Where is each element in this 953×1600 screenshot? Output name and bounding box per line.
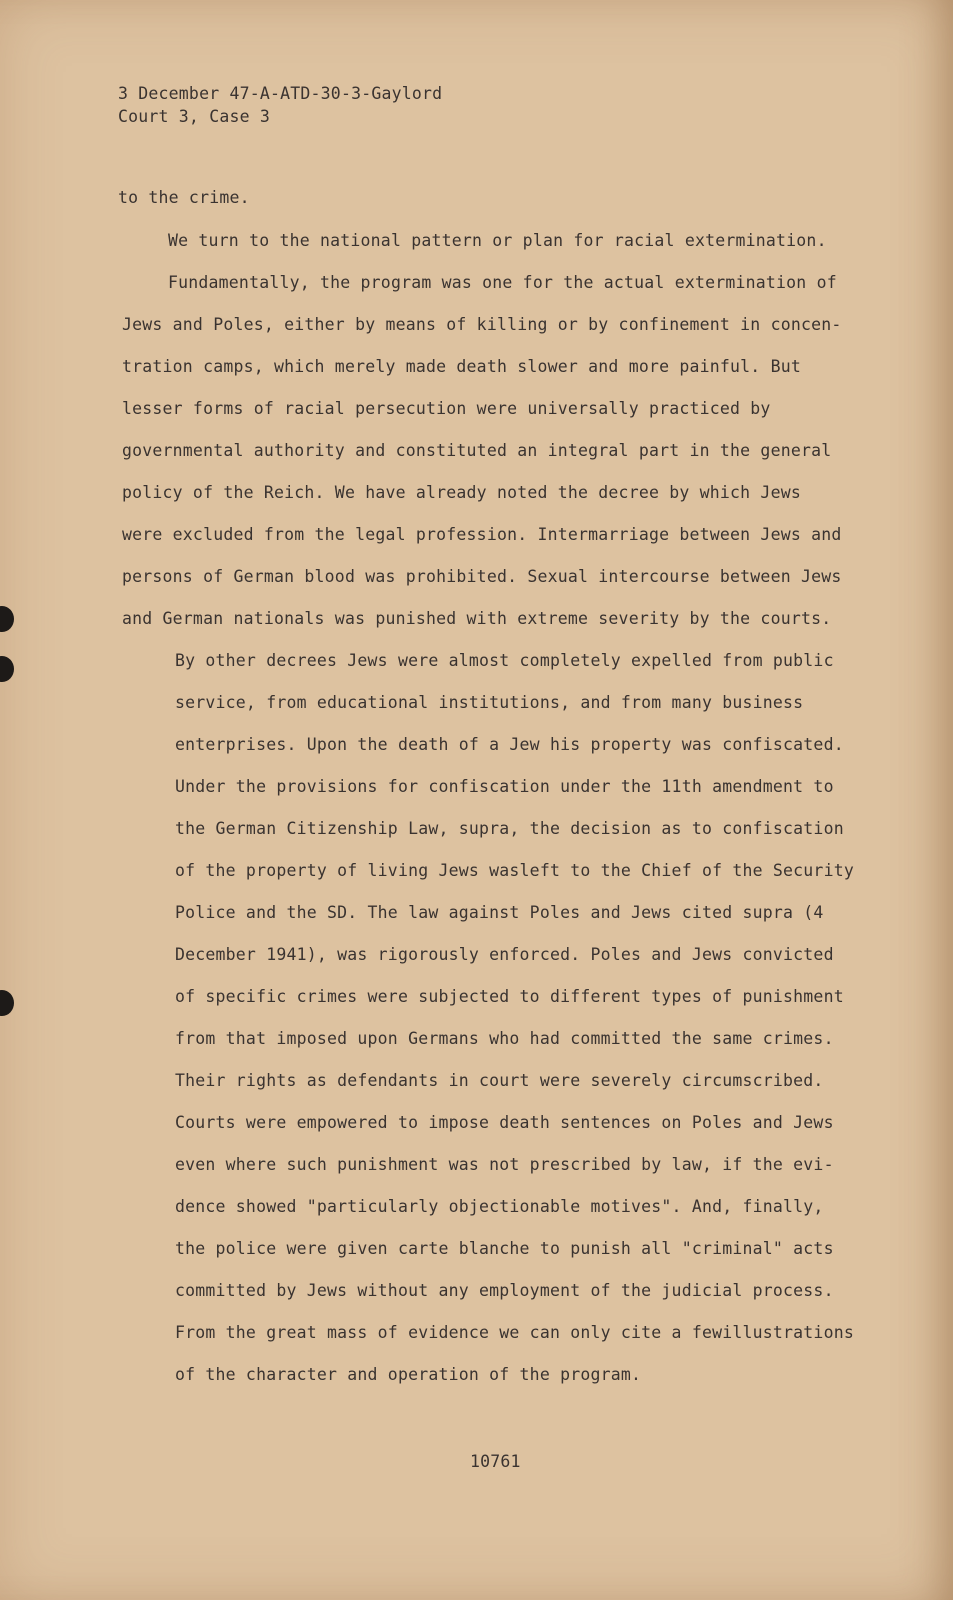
binder-hole bbox=[0, 990, 14, 1016]
lead-in-line: to the crime. bbox=[118, 188, 250, 207]
body-line: lesser forms of racial persecution were universally practiced by bbox=[122, 399, 771, 418]
body-line: of specific crimes were subjected to different types of punishment bbox=[175, 987, 844, 1006]
body-line: enterprises. Upon the death of a Jew his property was confiscated. bbox=[175, 735, 844, 754]
body-line: Jews and Poles, either by means of killing or by confinement in concen- bbox=[122, 315, 842, 334]
body-line: and German nationals was punished with extreme severity by the courts. bbox=[122, 609, 832, 628]
body-line: We turn to the national pattern or plan for racial extermination. bbox=[168, 231, 827, 250]
body-line: Fundamentally, the program was one for the actual extermination of bbox=[168, 273, 837, 292]
header-line-date-ref: 3 December 47-A-ATD-30-3-Gaylord bbox=[118, 84, 443, 103]
body-line: Under the provisions for confiscation under the 11th amendment to bbox=[175, 777, 834, 796]
body-line: the police were given carte blanche to punish all "criminal" acts bbox=[175, 1239, 834, 1258]
body-line: tration camps, which merely made death slower and more painful. But bbox=[122, 357, 801, 376]
body-line: from that imposed upon Germans who had committed the same crimes. bbox=[175, 1029, 834, 1048]
body-line: of the property of living Jews wasleft to the Chief of the Security bbox=[175, 861, 854, 880]
body-line: of the character and operation of the program. bbox=[175, 1365, 642, 1384]
body-line: From the great mass of evidence we can only cite a fewillustrations bbox=[175, 1323, 854, 1342]
body-line: governmental authority and constituted an integral part in the general bbox=[122, 441, 832, 460]
body-line: policy of the Reich. We have already noted the decree by which Jews bbox=[122, 483, 801, 502]
body-line: service, from educational institutions, and from many business bbox=[175, 693, 804, 712]
body-line: Courts were empowered to impose death sentences on Poles and Jews bbox=[175, 1113, 834, 1132]
header-line-court-case: Court 3, Case 3 bbox=[118, 107, 271, 126]
binder-hole bbox=[0, 606, 14, 632]
body-line: By other decrees Jews were almost completely expelled from public bbox=[175, 651, 834, 670]
body-line: the German Citizenship Law, supra, the decision as to confiscation bbox=[175, 819, 844, 838]
binder-hole bbox=[0, 656, 14, 682]
document-header bbox=[118, 82, 442, 128]
body-line: were excluded from the legal profession. Intermarriage between Jews and bbox=[122, 525, 842, 544]
body-line: Police and the SD. The law against Poles and Jews cited supra (4 bbox=[175, 903, 824, 922]
body-line: dence showed "particularly objectionable motives". And, finally, bbox=[175, 1197, 824, 1216]
page-number: 10761 bbox=[470, 1452, 521, 1471]
body-line: even where such punishment was not prescribed by law, if the evi- bbox=[175, 1155, 834, 1174]
body-line: persons of German blood was prohibited. Sexual intercourse between Jews bbox=[122, 567, 842, 586]
body-line: December 1941), was rigorously enforced. Poles and Jews convicted bbox=[175, 945, 834, 964]
body-line: committed by Jews without any employment of the judicial process. bbox=[175, 1281, 834, 1300]
body-line: Their rights as defendants in court were severely circumscribed. bbox=[175, 1071, 824, 1090]
